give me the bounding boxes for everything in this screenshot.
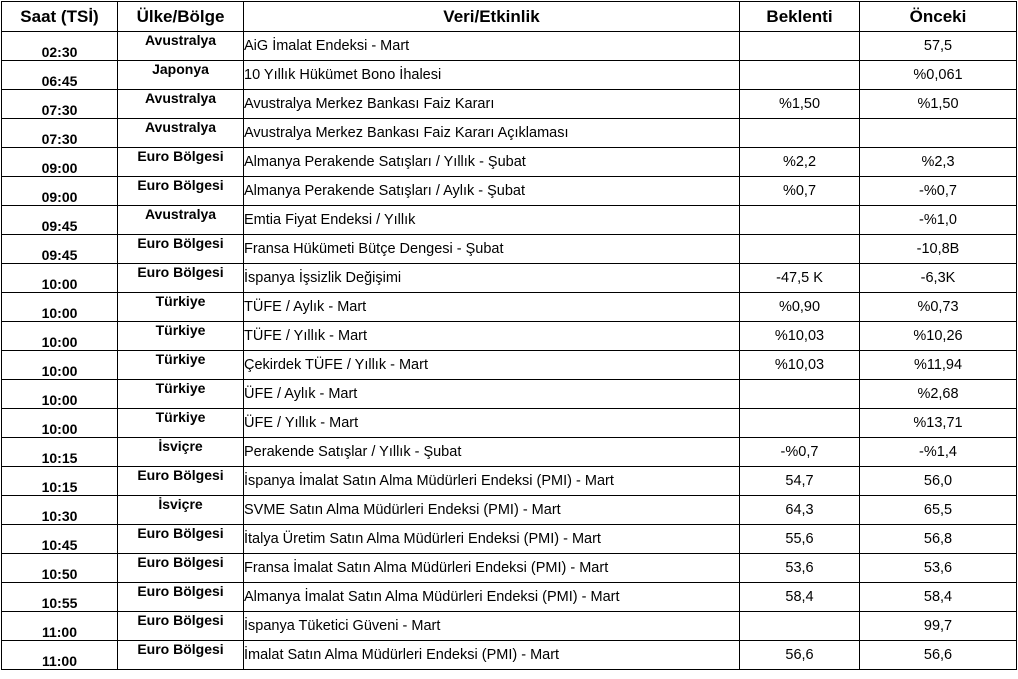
table-row bbox=[2, 148, 1017, 177]
time-cell: 07:30 bbox=[2, 90, 118, 119]
country-cell: Avustralya bbox=[118, 90, 244, 119]
time-cell: 02:30 bbox=[2, 32, 118, 61]
table-row bbox=[2, 525, 1017, 554]
table-row bbox=[2, 177, 1017, 206]
expected-cell: %1,50 bbox=[740, 90, 860, 119]
country-cell: Türkiye bbox=[118, 351, 244, 380]
country-cell: Avustralya bbox=[118, 32, 244, 61]
previous-cell: -%1,0 bbox=[860, 206, 1017, 235]
expected-cell: -47,5 K bbox=[740, 264, 860, 293]
table-row bbox=[2, 409, 1017, 438]
country-cell: Euro Bölgesi bbox=[118, 554, 244, 583]
country-cell: Avustralya bbox=[118, 206, 244, 235]
previous-cell: 56,0 bbox=[860, 467, 1017, 496]
previous-cell: 56,6 bbox=[860, 641, 1017, 670]
time-cell: 10:30 bbox=[2, 496, 118, 525]
time-cell: 09:00 bbox=[2, 148, 118, 177]
economic-calendar-table bbox=[1, 1, 1017, 670]
expected-cell: -%0,7 bbox=[740, 438, 860, 467]
time-cell: 10:55 bbox=[2, 583, 118, 612]
expected-cell bbox=[740, 612, 860, 641]
expected-cell bbox=[740, 380, 860, 409]
expected-cell: %10,03 bbox=[740, 322, 860, 351]
header-row bbox=[2, 2, 1017, 32]
header-event: Veri/Etkinlik bbox=[244, 2, 740, 32]
event-cell: İspanya İmalat Satın Alma Müdürleri Endeksi (PMI) - Mart bbox=[244, 467, 740, 496]
table-row bbox=[2, 32, 1017, 61]
table-row bbox=[2, 612, 1017, 641]
previous-cell: -%1,4 bbox=[860, 438, 1017, 467]
expected-cell: 54,7 bbox=[740, 467, 860, 496]
time-cell: 10:50 bbox=[2, 554, 118, 583]
country-cell: Türkiye bbox=[118, 322, 244, 351]
previous-cell bbox=[860, 119, 1017, 148]
event-cell: TÜFE / Aylık - Mart bbox=[244, 293, 740, 322]
table-row bbox=[2, 235, 1017, 264]
expected-cell bbox=[740, 32, 860, 61]
country-cell: İsviçre bbox=[118, 496, 244, 525]
event-cell: TÜFE / Yıllık - Mart bbox=[244, 322, 740, 351]
previous-cell: %13,71 bbox=[860, 409, 1017, 438]
table-row bbox=[2, 293, 1017, 322]
expected-cell: 58,4 bbox=[740, 583, 860, 612]
previous-cell: 53,6 bbox=[860, 554, 1017, 583]
country-cell: Euro Bölgesi bbox=[118, 641, 244, 670]
expected-cell bbox=[740, 206, 860, 235]
event-cell: Çekirdek TÜFE / Yıllık - Mart bbox=[244, 351, 740, 380]
expected-cell bbox=[740, 235, 860, 264]
event-cell: Emtia Fiyat Endeksi / Yıllık bbox=[244, 206, 740, 235]
country-cell: İsviçre bbox=[118, 438, 244, 467]
country-cell: Japonya bbox=[118, 61, 244, 90]
table-row bbox=[2, 119, 1017, 148]
country-cell: Euro Bölgesi bbox=[118, 148, 244, 177]
expected-cell: 53,6 bbox=[740, 554, 860, 583]
previous-cell: %2,68 bbox=[860, 380, 1017, 409]
expected-cell bbox=[740, 61, 860, 90]
table-body bbox=[2, 32, 1017, 670]
table-row bbox=[2, 380, 1017, 409]
previous-cell: 99,7 bbox=[860, 612, 1017, 641]
time-cell: 11:00 bbox=[2, 641, 118, 670]
event-cell: 10 Yıllık Hükümet Bono İhalesi bbox=[244, 61, 740, 90]
event-cell: İtalya Üretim Satın Alma Müdürleri Endeksi (PMI) - Mart bbox=[244, 525, 740, 554]
table-row bbox=[2, 322, 1017, 351]
time-cell: 10:15 bbox=[2, 438, 118, 467]
event-cell: Fransa İmalat Satın Alma Müdürleri Endeksi (PMI) - Mart bbox=[244, 554, 740, 583]
previous-cell: 57,5 bbox=[860, 32, 1017, 61]
country-cell: Türkiye bbox=[118, 409, 244, 438]
time-cell: 10:00 bbox=[2, 409, 118, 438]
expected-cell: 55,6 bbox=[740, 525, 860, 554]
event-cell: İspanya Tüketici Güveni - Mart bbox=[244, 612, 740, 641]
expected-cell: 56,6 bbox=[740, 641, 860, 670]
expected-cell: %2,2 bbox=[740, 148, 860, 177]
time-cell: 10:00 bbox=[2, 322, 118, 351]
previous-cell: -%0,7 bbox=[860, 177, 1017, 206]
table-row bbox=[2, 641, 1017, 670]
country-cell: Euro Bölgesi bbox=[118, 583, 244, 612]
time-cell: 10:00 bbox=[2, 264, 118, 293]
expected-cell: %0,7 bbox=[740, 177, 860, 206]
time-cell: 10:00 bbox=[2, 293, 118, 322]
previous-cell: %10,26 bbox=[860, 322, 1017, 351]
event-cell: SVME Satın Alma Müdürleri Endeksi (PMI) - Mart bbox=[244, 496, 740, 525]
header-country: Ülke/Bölge bbox=[118, 2, 244, 32]
table-row bbox=[2, 496, 1017, 525]
time-cell: 10:00 bbox=[2, 351, 118, 380]
country-cell: Euro Bölgesi bbox=[118, 264, 244, 293]
table-row bbox=[2, 554, 1017, 583]
previous-cell: %0,73 bbox=[860, 293, 1017, 322]
previous-cell: %1,50 bbox=[860, 90, 1017, 119]
country-cell: Euro Bölgesi bbox=[118, 467, 244, 496]
time-cell: 11:00 bbox=[2, 612, 118, 641]
time-cell: 07:30 bbox=[2, 119, 118, 148]
event-cell: İmalat Satın Alma Müdürleri Endeksi (PMI) - Mart bbox=[244, 641, 740, 670]
country-cell: Euro Bölgesi bbox=[118, 525, 244, 554]
event-cell: Avustralya Merkez Bankası Faiz Kararı Açıklaması bbox=[244, 119, 740, 148]
time-cell: 09:45 bbox=[2, 235, 118, 264]
previous-cell: %11,94 bbox=[860, 351, 1017, 380]
previous-cell: %0,061 bbox=[860, 61, 1017, 90]
time-cell: 10:15 bbox=[2, 467, 118, 496]
country-cell: Türkiye bbox=[118, 293, 244, 322]
table-row bbox=[2, 467, 1017, 496]
table-row bbox=[2, 206, 1017, 235]
table-row bbox=[2, 61, 1017, 90]
country-cell: Euro Bölgesi bbox=[118, 612, 244, 641]
country-cell: Avustralya bbox=[118, 119, 244, 148]
event-cell: Perakende Satışlar / Yıllık - Şubat bbox=[244, 438, 740, 467]
time-cell: 09:45 bbox=[2, 206, 118, 235]
table-row bbox=[2, 90, 1017, 119]
time-cell: 09:00 bbox=[2, 177, 118, 206]
country-cell: Euro Bölgesi bbox=[118, 177, 244, 206]
table-row bbox=[2, 438, 1017, 467]
header-time: Saat (TSİ) bbox=[2, 2, 118, 32]
previous-cell: 65,5 bbox=[860, 496, 1017, 525]
header-previous: Önceki bbox=[860, 2, 1017, 32]
header-expected: Beklenti bbox=[740, 2, 860, 32]
previous-cell: 58,4 bbox=[860, 583, 1017, 612]
expected-cell: 64,3 bbox=[740, 496, 860, 525]
event-cell: Almanya Perakende Satışları / Aylık - Şubat bbox=[244, 177, 740, 206]
previous-cell: 56,8 bbox=[860, 525, 1017, 554]
event-cell: ÜFE / Yıllık - Mart bbox=[244, 409, 740, 438]
table-row bbox=[2, 583, 1017, 612]
previous-cell: -10,8B bbox=[860, 235, 1017, 264]
time-cell: 06:45 bbox=[2, 61, 118, 90]
previous-cell: -6,3K bbox=[860, 264, 1017, 293]
expected-cell bbox=[740, 119, 860, 148]
event-cell: Avustralya Merkez Bankası Faiz Kararı bbox=[244, 90, 740, 119]
event-cell: Almanya Perakende Satışları / Yıllık - Şubat bbox=[244, 148, 740, 177]
expected-cell: %0,90 bbox=[740, 293, 860, 322]
previous-cell: %2,3 bbox=[860, 148, 1017, 177]
time-cell: 10:45 bbox=[2, 525, 118, 554]
event-cell: İspanya İşsizlik Değişimi bbox=[244, 264, 740, 293]
expected-cell: %10,03 bbox=[740, 351, 860, 380]
table-row bbox=[2, 351, 1017, 380]
time-cell: 10:00 bbox=[2, 380, 118, 409]
event-cell: Fransa Hükümeti Bütçe Dengesi - Şubat bbox=[244, 235, 740, 264]
country-cell: Euro Bölgesi bbox=[118, 235, 244, 264]
expected-cell bbox=[740, 409, 860, 438]
event-cell: AiG İmalat Endeksi - Mart bbox=[244, 32, 740, 61]
country-cell: Türkiye bbox=[118, 380, 244, 409]
event-cell: ÜFE / Aylık - Mart bbox=[244, 380, 740, 409]
event-cell: Almanya İmalat Satın Alma Müdürleri Endeksi (PMI) - Mart bbox=[244, 583, 740, 612]
table-row bbox=[2, 264, 1017, 293]
